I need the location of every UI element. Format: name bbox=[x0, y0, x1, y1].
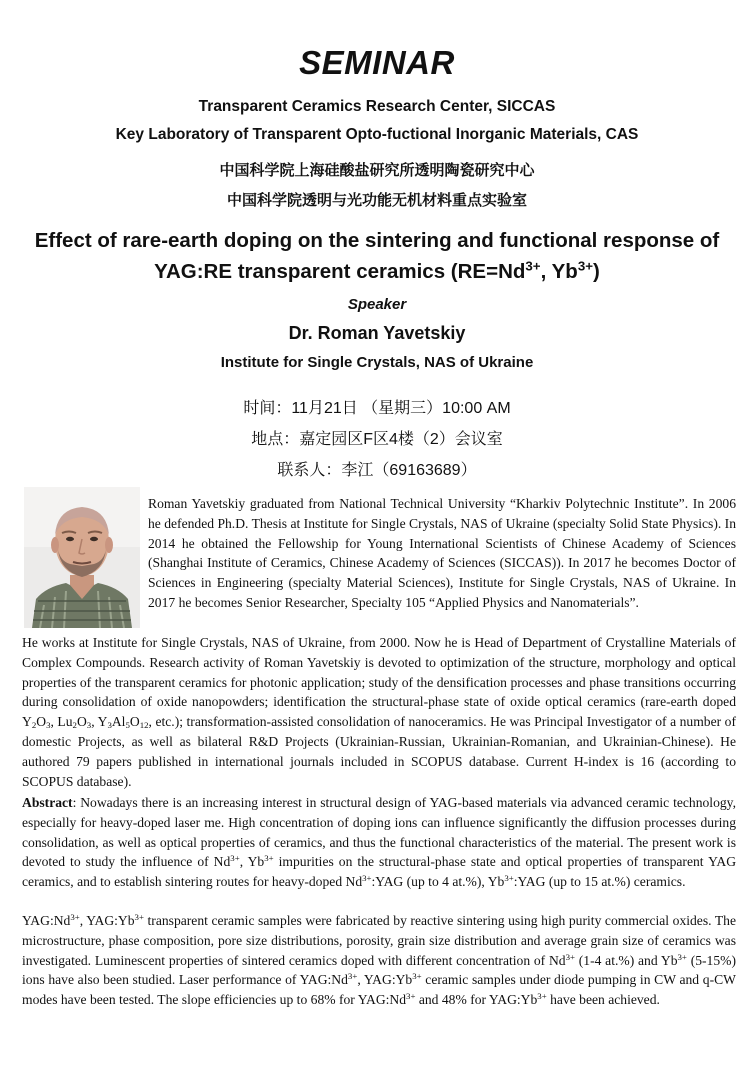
superscript: 3+ bbox=[677, 951, 687, 962]
seminar-location: 地点：嘉定园区F区4楼（2）会议室 bbox=[251, 431, 503, 448]
talk-title-line1: Effect of rare-earth doping on the sintering and functional response of bbox=[34, 229, 720, 252]
speaker-label: Speaker bbox=[347, 296, 407, 313]
superscript: 3+ bbox=[347, 971, 358, 982]
superscript: 3+ bbox=[504, 873, 514, 884]
results-text: ceramic samples under diode pumping in CW and q-CW modes have been tested. The slope efficiencies up to 68% for YAG:Nd bbox=[22, 972, 736, 1008]
bio-paragraph-1: Roman Yavetskiy graduated from National Technical University “Kharkiv Polytechnic Institute”. In 2006 he defended Ph.D. Thesis at Institute for Single Crystals, NAS of Ukraine (specialty Solid State Physics). In 2014 he obtained the Fellowship for Young International Scientists of Chinese Academy of Sciences (Shanghai Institute of Ceramics, Chinese Academy of Sciences (SICCAS)). In 2017 he becomes Doctor of Sciences in Engineering (specialty Material Sciences), Institute for Single Crystals, NAS of Ukraine. In 2017 he becomes Senior Researcher, Specialty 105 “Applied Physics and Nanomaterials”. bbox=[148, 496, 736, 610]
speaker-photo bbox=[24, 487, 140, 628]
superscript: 3+ bbox=[577, 258, 593, 274]
org-name-cn-2: 中国科学院透明与光功能无机材料重点实验室 bbox=[226, 192, 527, 209]
org-name-en-1: Transparent Ceramics Research Center, SICCAS bbox=[198, 98, 556, 115]
abstract-label: Abstract bbox=[22, 795, 73, 810]
formula-text: O bbox=[36, 714, 47, 730]
superscript: 3+ bbox=[412, 971, 422, 982]
formula-text: Al bbox=[111, 714, 126, 730]
formula-text: , Lu bbox=[50, 714, 73, 730]
talk-title-line2-c: ) bbox=[593, 260, 600, 283]
speaker-name: Dr. Roman Yavetskiy bbox=[288, 323, 466, 343]
talk-title bbox=[30, 225, 724, 287]
formula-text: , Y bbox=[91, 714, 108, 730]
subscript: 2 bbox=[72, 720, 77, 731]
abstract-paragraph bbox=[22, 793, 736, 892]
superscript: 3+ bbox=[537, 991, 547, 1002]
superscript: 3+ bbox=[362, 873, 372, 884]
bio-text: , etc.); transformation-assisted consolidation of nanoceramics. He was Principal Investigator of a number of domestic Projects, as well as bilateral R&D Projects (Ukrainian-Russian, Ukrainian-Romanian, and Ukrainian-Chinese). He authored 79 papers published in international journals included in SCOPUS database. Current H-index is 16 (according to SCOPUS database). bbox=[22, 714, 736, 789]
superscript: 3+ bbox=[134, 912, 144, 923]
results-text: transparent ceramic samples were fabricated by reactive sintering using high purity commercial oxides. The microstructure, phase composition, pore size distributions, porosity, grain size distribution and average grain size of ceramics was investigated. Luminescent properties of sintered ceramics doped with different concentration of Nd bbox=[22, 913, 736, 968]
formula-text: O bbox=[76, 714, 87, 730]
superscript: 3+ bbox=[406, 991, 416, 1002]
abstract-text: impurities on the structural-phase state and optical properties of transparent YAG ceramics, and to establish sintering routes for heavy-doped Nd bbox=[22, 854, 737, 890]
talk-title-line2-b: , Yb bbox=[540, 260, 578, 283]
subscript: 3 bbox=[86, 720, 92, 731]
org-name-en-2: Key Laboratory of Transparent Opto-fuctional Inorganic Materials, CAS bbox=[115, 126, 639, 143]
results-text: , YAG:Yb bbox=[357, 972, 413, 988]
abstract-text: : Nowadays there is an increasing interest in structural design of YAG-based materials via advanced ceramic technology, especially for heavy-doped laser me. High concentration of doping ions can influence significantly the diffusion processes during consolidation, as well as optical properties of ceramics, and thus the functional characteristics of the material. The present work is devoted to study the influence of Nd bbox=[22, 795, 736, 870]
superscript: 3+ bbox=[264, 853, 274, 864]
abstract-text: , Yb bbox=[239, 854, 265, 870]
results-text: (5-15%) ions have also been studied. Laser performance of YAG:Nd bbox=[22, 952, 736, 988]
talk-title-line2-a: YAG:RE transparent ceramics (RE=Nd bbox=[154, 260, 526, 283]
seminar-time: 时间：11月21日 （星期三）10:00 AM bbox=[243, 400, 511, 417]
superscript: 3+ bbox=[230, 853, 240, 864]
bio-paragraph-2 bbox=[22, 633, 736, 791]
superscript: 3+ bbox=[525, 258, 541, 274]
superscript: 3+ bbox=[565, 951, 575, 962]
subscript: 3 bbox=[107, 720, 112, 731]
subscript: 3 bbox=[46, 720, 51, 731]
seminar-title: SEMINAR bbox=[299, 44, 455, 81]
results-text: (1-4 at.%) and Yb bbox=[575, 952, 678, 968]
subscript: 12 bbox=[139, 720, 149, 731]
results-text: YAG:Nd bbox=[22, 913, 71, 928]
speaker-institution: Institute for Single Crystals, NAS of Ukraine bbox=[220, 354, 534, 371]
results-text: , YAG:Yb bbox=[79, 913, 135, 928]
results-paragraph bbox=[22, 911, 736, 1010]
results-text: have been achieved. bbox=[546, 992, 660, 1008]
subscript: 5 bbox=[125, 720, 130, 731]
superscript: 3+ bbox=[70, 912, 80, 923]
org-name-cn-1: 中国科学院上海硅酸盐研究所透明陶瓷研究中心 bbox=[219, 162, 535, 179]
abstract-text: :YAG (up to 4 at.%), Yb bbox=[371, 874, 505, 890]
seminar-contact: 联系人：李江（69163689） bbox=[277, 462, 477, 479]
bio-text: He works at Institute for Single Crystals, NAS of Ukraine, from 2000. Now he is Head of Department of Crystalline Materials of Complex Compounds. Research activity of Roman Yavetskiy is devoted to optimization of the structure, morphology and optical properties of the transparent ceramics for photonic application; study of the densification processes and phase transitions occurring during consolidation of oxide nanopowders; identification the structural-phase state of oxide optical ceramics (rare-earth doped Y bbox=[22, 635, 736, 730]
subscript: 2 bbox=[31, 720, 37, 731]
results-text: and 48% for YAG:Yb bbox=[415, 992, 538, 1008]
formula-text: O bbox=[129, 714, 140, 730]
abstract-text: :YAG (up to 15 at.%) ceramics. bbox=[513, 874, 686, 890]
